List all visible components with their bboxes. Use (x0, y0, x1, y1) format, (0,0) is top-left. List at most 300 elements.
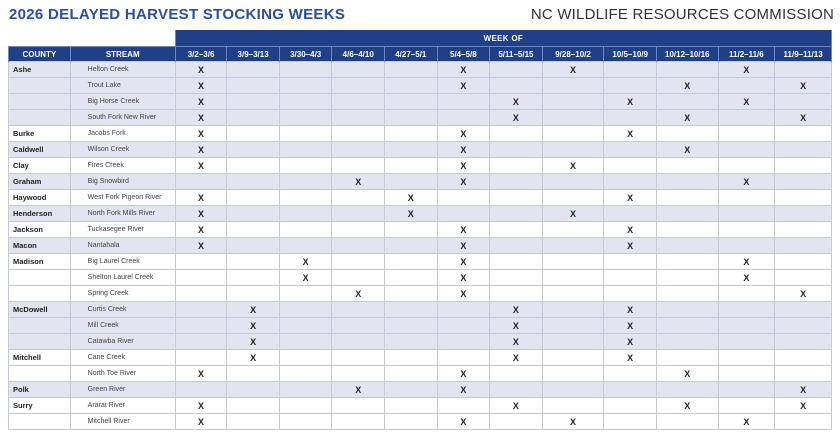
stocking-mark-cell: X (332, 286, 385, 302)
empty-week-cell (718, 126, 775, 142)
empty-week-cell (385, 174, 438, 190)
empty-week-cell (775, 142, 832, 158)
week-column-header: 3/30–4/3 (279, 47, 332, 62)
stocking-mark-cell: X (718, 174, 775, 190)
empty-week-cell (227, 286, 280, 302)
table-row (9, 78, 832, 94)
stocking-mark-cell: X (175, 110, 227, 126)
empty-week-cell (175, 350, 227, 366)
stocking-mark-cell: X (656, 78, 718, 94)
empty-week-cell (490, 78, 543, 94)
empty-week-cell (542, 286, 604, 302)
empty-week-cell (332, 190, 385, 206)
stocking-mark-cell: X (490, 94, 543, 110)
stocking-mark-cell: X (604, 238, 657, 254)
empty-week-cell (175, 286, 227, 302)
stocking-mark-cell: X (604, 350, 657, 366)
county-cell (9, 286, 71, 302)
empty-week-cell (542, 78, 604, 94)
county-cell (9, 366, 71, 382)
stocking-mark-cell: X (656, 366, 718, 382)
empty-week-cell (332, 110, 385, 126)
empty-week-cell (227, 190, 280, 206)
stocking-mark-cell: X (175, 206, 227, 222)
table-row (9, 334, 832, 350)
empty-week-cell (542, 302, 604, 318)
empty-week-cell (227, 254, 280, 270)
empty-week-cell (279, 110, 332, 126)
empty-week-cell (775, 158, 832, 174)
stream-cell: Big Laurel Creek (70, 254, 175, 270)
empty-week-cell (227, 62, 280, 78)
empty-week-cell (542, 126, 604, 142)
stocking-mark-cell: X (490, 302, 543, 318)
empty-week-cell (656, 334, 718, 350)
stream-cell: Catawba River (70, 334, 175, 350)
empty-week-cell (279, 222, 332, 238)
stocking-mark-cell: X (542, 206, 604, 222)
empty-week-cell (490, 382, 543, 398)
table-row (9, 174, 832, 190)
stocking-mark-cell: X (279, 270, 332, 286)
stocking-mark-cell: X (775, 286, 832, 302)
empty-week-cell (175, 254, 227, 270)
empty-week-cell (542, 350, 604, 366)
empty-week-cell (656, 382, 718, 398)
empty-week-cell (604, 382, 657, 398)
empty-week-cell (656, 254, 718, 270)
empty-week-cell (604, 158, 657, 174)
empty-week-cell (279, 206, 332, 222)
table-row (9, 254, 832, 270)
empty-week-cell (656, 318, 718, 334)
stocking-mark-cell: X (437, 270, 490, 286)
county-cell: Polk (9, 382, 71, 398)
empty-week-cell (227, 398, 280, 414)
week-column-header: 11/9–11/13 (775, 47, 832, 62)
empty-week-cell (332, 254, 385, 270)
empty-week-cell (718, 238, 775, 254)
empty-week-cell (332, 78, 385, 94)
empty-week-cell (604, 62, 657, 78)
table-row (9, 190, 832, 206)
empty-week-cell (718, 382, 775, 398)
empty-week-cell (385, 366, 438, 382)
empty-week-cell (227, 366, 280, 382)
stocking-mark-cell: X (542, 158, 604, 174)
organization-name: NC WILDLIFE RESOURCES COMMISSION (530, 6, 834, 23)
week-column-header: 9/28–10/2 (542, 47, 604, 62)
stocking-mark-cell: X (175, 126, 227, 142)
table-row (9, 238, 832, 254)
stream-cell: Ararat River (70, 398, 175, 414)
empty-week-cell (227, 158, 280, 174)
empty-week-cell (490, 286, 543, 302)
empty-week-cell (775, 366, 832, 382)
empty-week-cell (775, 190, 832, 206)
stream-cell: North Toe River (70, 366, 175, 382)
empty-week-cell (385, 254, 438, 270)
empty-week-cell (604, 398, 657, 414)
stocking-mark-cell: X (490, 350, 543, 366)
stocking-mark-cell: X (332, 382, 385, 398)
empty-week-cell (490, 174, 543, 190)
empty-week-cell (656, 174, 718, 190)
empty-week-cell (437, 190, 490, 206)
week-column-header: 10/5–10/9 (604, 47, 657, 62)
empty-week-cell (542, 254, 604, 270)
empty-week-cell (656, 222, 718, 238)
empty-week-cell (604, 366, 657, 382)
empty-week-cell (775, 222, 832, 238)
county-cell: Ashe (9, 62, 71, 78)
empty-week-cell (385, 222, 438, 238)
empty-week-cell (775, 238, 832, 254)
empty-week-cell (385, 126, 438, 142)
empty-week-cell (542, 142, 604, 158)
empty-week-cell (718, 158, 775, 174)
empty-week-cell (279, 350, 332, 366)
empty-week-cell (542, 174, 604, 190)
county-cell: Henderson (9, 206, 71, 222)
county-cell: Clay (9, 158, 71, 174)
empty-week-cell (775, 270, 832, 286)
week-column-header: 4/27–5/1 (385, 47, 438, 62)
empty-week-cell (775, 126, 832, 142)
stocking-mark-cell: X (227, 334, 280, 350)
stocking-mark-cell: X (437, 62, 490, 78)
empty-week-cell (604, 414, 657, 430)
empty-week-cell (490, 270, 543, 286)
empty-week-cell (279, 190, 332, 206)
stocking-mark-cell: X (437, 222, 490, 238)
empty-week-cell (385, 398, 438, 414)
stream-cell: Green River (70, 382, 175, 398)
stocking-mark-cell: X (437, 254, 490, 270)
empty-week-cell (775, 206, 832, 222)
empty-week-cell (656, 270, 718, 286)
stream-column-header: STREAM (70, 47, 175, 62)
table-row (9, 94, 832, 110)
empty-week-cell (332, 158, 385, 174)
stocking-mark-cell: X (542, 414, 604, 430)
empty-week-cell (279, 318, 332, 334)
stocking-mark-cell: X (175, 414, 227, 430)
empty-week-cell (718, 366, 775, 382)
county-cell (9, 318, 71, 334)
stocking-mark-cell: X (227, 318, 280, 334)
empty-week-cell (718, 334, 775, 350)
empty-week-cell (279, 398, 332, 414)
empty-week-cell (775, 350, 832, 366)
empty-week-cell (542, 110, 604, 126)
stocking-mark-cell: X (175, 62, 227, 78)
stocking-mark-cell: X (385, 206, 438, 222)
county-cell: Jackson (9, 222, 71, 238)
stocking-mark-cell: X (175, 366, 227, 382)
empty-week-cell (227, 126, 280, 142)
empty-week-cell (718, 222, 775, 238)
empty-week-cell (385, 414, 438, 430)
stocking-mark-cell: X (490, 398, 543, 414)
stream-cell: Nantahala (70, 238, 175, 254)
stocking-mark-cell: X (227, 350, 280, 366)
county-cell: Caldwell (9, 142, 71, 158)
empty-week-cell (175, 270, 227, 286)
week-column-header: 5/4–5/8 (437, 47, 490, 62)
stocking-mark-cell: X (490, 334, 543, 350)
empty-week-cell (718, 142, 775, 158)
empty-week-cell (279, 78, 332, 94)
empty-week-cell (227, 238, 280, 254)
empty-week-cell (227, 94, 280, 110)
table-row (9, 222, 832, 238)
county-cell (9, 414, 71, 430)
stocking-mark-cell: X (437, 238, 490, 254)
empty-week-cell (718, 302, 775, 318)
empty-week-cell (385, 142, 438, 158)
stocking-mark-cell: X (542, 62, 604, 78)
empty-week-cell (656, 158, 718, 174)
empty-week-cell (279, 414, 332, 430)
table-row (9, 142, 832, 158)
empty-week-cell (227, 382, 280, 398)
stream-cell: Mitchell River (70, 414, 175, 430)
stocking-mark-cell: X (604, 318, 657, 334)
empty-week-cell (718, 110, 775, 126)
empty-week-cell (542, 190, 604, 206)
empty-week-cell (279, 366, 332, 382)
empty-week-cell (332, 270, 385, 286)
empty-week-cell (385, 286, 438, 302)
stream-cell: Big Horse Creek (70, 94, 175, 110)
county-cell: Mitchell (9, 350, 71, 366)
county-cell: Madison (9, 254, 71, 270)
empty-week-cell (656, 190, 718, 206)
county-cell (9, 110, 71, 126)
empty-week-cell (490, 62, 543, 78)
stocking-mark-cell: X (437, 366, 490, 382)
empty-week-cell (332, 142, 385, 158)
empty-week-cell (385, 110, 438, 126)
stocking-mark-cell: X (718, 414, 775, 430)
empty-week-cell (437, 334, 490, 350)
county-cell (9, 78, 71, 94)
stream-cell: Jacobs Fork (70, 126, 175, 142)
week-column-header: 4/6–4/10 (332, 47, 385, 62)
table-row (9, 270, 832, 286)
stocking-mark-cell: X (775, 78, 832, 94)
empty-week-cell (490, 366, 543, 382)
empty-week-cell (385, 318, 438, 334)
empty-week-cell (227, 110, 280, 126)
stocking-mark-cell: X (279, 254, 332, 270)
empty-week-cell (227, 206, 280, 222)
week-of-header-row (9, 30, 832, 47)
empty-week-cell (775, 334, 832, 350)
table-body (9, 62, 832, 430)
empty-week-cell (718, 78, 775, 94)
stocking-mark-cell: X (437, 382, 490, 398)
empty-week-cell (718, 286, 775, 302)
empty-week-cell (656, 414, 718, 430)
stocking-mark-cell: X (604, 302, 657, 318)
stream-cell: Shelton Laurel Creek (70, 270, 175, 286)
table-row (9, 366, 832, 382)
empty-week-cell (437, 318, 490, 334)
stream-cell: Trout Lake (70, 78, 175, 94)
empty-week-cell (775, 414, 832, 430)
empty-week-cell (718, 190, 775, 206)
empty-week-cell (490, 158, 543, 174)
empty-week-cell (385, 78, 438, 94)
stream-cell: Spring Creek (70, 286, 175, 302)
empty-week-cell (332, 62, 385, 78)
stocking-mark-cell: X (227, 302, 280, 318)
empty-week-cell (656, 206, 718, 222)
empty-week-cell (227, 414, 280, 430)
stocking-mark-cell: X (175, 142, 227, 158)
stocking-mark-cell: X (175, 238, 227, 254)
empty-week-cell (279, 94, 332, 110)
table-row (9, 318, 832, 334)
stocking-mark-cell: X (437, 142, 490, 158)
empty-week-cell (279, 62, 332, 78)
week-column-header: 11/2–11/6 (718, 47, 775, 62)
empty-week-cell (718, 206, 775, 222)
page-title: 2026 DELAYED HARVEST STOCKING WEEKS (9, 6, 346, 23)
table-row (9, 286, 832, 302)
stream-cell: Big Snowbird (70, 174, 175, 190)
stocking-mark-cell: X (175, 222, 227, 238)
empty-week-cell (604, 142, 657, 158)
stocking-mark-cell: X (718, 94, 775, 110)
week-column-header: 3/2–3/6 (175, 47, 227, 62)
table-row (9, 382, 832, 398)
empty-week-cell (656, 238, 718, 254)
stream-cell: North Fork Mills River (70, 206, 175, 222)
empty-week-cell (385, 302, 438, 318)
empty-week-cell (332, 350, 385, 366)
empty-week-cell (332, 318, 385, 334)
empty-week-cell (385, 238, 438, 254)
stocking-mark-cell: X (656, 398, 718, 414)
stocking-mark-cell: X (437, 286, 490, 302)
empty-week-cell (542, 222, 604, 238)
empty-week-cell (227, 174, 280, 190)
empty-week-cell (332, 366, 385, 382)
empty-week-cell (175, 302, 227, 318)
stream-cell: Wilson Creek (70, 142, 175, 158)
empty-week-cell (604, 110, 657, 126)
county-cell (9, 270, 71, 286)
stocking-mark-cell: X (175, 158, 227, 174)
stocking-mark-cell: X (604, 126, 657, 142)
empty-week-cell (542, 334, 604, 350)
stocking-mark-cell: X (175, 190, 227, 206)
empty-week-cell (332, 414, 385, 430)
stocking-mark-cell: X (656, 110, 718, 126)
empty-week-cell (385, 62, 438, 78)
county-cell: McDowell (9, 302, 71, 318)
empty-week-cell (279, 238, 332, 254)
county-cell (9, 334, 71, 350)
header-spacer (9, 30, 176, 47)
empty-week-cell (437, 350, 490, 366)
empty-week-cell (542, 270, 604, 286)
empty-week-cell (542, 318, 604, 334)
empty-week-cell (490, 414, 543, 430)
empty-week-cell (604, 254, 657, 270)
week-column-header: 5/11–5/15 (490, 47, 543, 62)
empty-week-cell (385, 382, 438, 398)
empty-week-cell (332, 126, 385, 142)
county-cell (9, 94, 71, 110)
stocking-mark-cell: X (656, 142, 718, 158)
stocking-mark-cell: X (437, 414, 490, 430)
empty-week-cell (490, 238, 543, 254)
empty-week-cell (279, 334, 332, 350)
empty-week-cell (604, 286, 657, 302)
empty-week-cell (332, 238, 385, 254)
empty-week-cell (542, 398, 604, 414)
page-header (0, 0, 840, 34)
table-row (9, 110, 832, 126)
empty-week-cell (775, 254, 832, 270)
table-row (9, 206, 832, 222)
stocking-mark-cell: X (604, 94, 657, 110)
stocking-mark-cell: X (718, 270, 775, 286)
empty-week-cell (279, 302, 332, 318)
column-header-row (9, 47, 832, 62)
stream-cell: Mill Creek (70, 318, 175, 334)
empty-week-cell (604, 270, 657, 286)
empty-week-cell (175, 174, 227, 190)
empty-week-cell (490, 190, 543, 206)
stream-cell: South Fork New River (70, 110, 175, 126)
week-of-header: WEEK OF (175, 30, 831, 47)
empty-week-cell (656, 126, 718, 142)
stocking-mark-cell: X (604, 222, 657, 238)
empty-week-cell (437, 206, 490, 222)
table-row (9, 126, 832, 142)
stream-cell: Curtis Creek (70, 302, 175, 318)
empty-week-cell (775, 318, 832, 334)
empty-week-cell (604, 174, 657, 190)
empty-week-cell (279, 158, 332, 174)
empty-week-cell (279, 382, 332, 398)
empty-week-cell (175, 334, 227, 350)
stocking-mark-cell: X (437, 126, 490, 142)
empty-week-cell (718, 350, 775, 366)
empty-week-cell (175, 382, 227, 398)
stocking-mark-cell: X (775, 110, 832, 126)
stocking-mark-cell: X (175, 94, 227, 110)
stocking-mark-cell: X (718, 254, 775, 270)
empty-week-cell (542, 94, 604, 110)
empty-week-cell (604, 206, 657, 222)
county-cell: Graham (9, 174, 71, 190)
stocking-table (8, 30, 832, 430)
empty-week-cell (604, 78, 657, 94)
stream-cell: Tuckasegee River (70, 222, 175, 238)
empty-week-cell (385, 334, 438, 350)
county-column-header: COUNTY (9, 47, 71, 62)
empty-week-cell (332, 302, 385, 318)
table-row (9, 414, 832, 430)
empty-week-cell (437, 398, 490, 414)
stocking-mark-cell: X (385, 190, 438, 206)
